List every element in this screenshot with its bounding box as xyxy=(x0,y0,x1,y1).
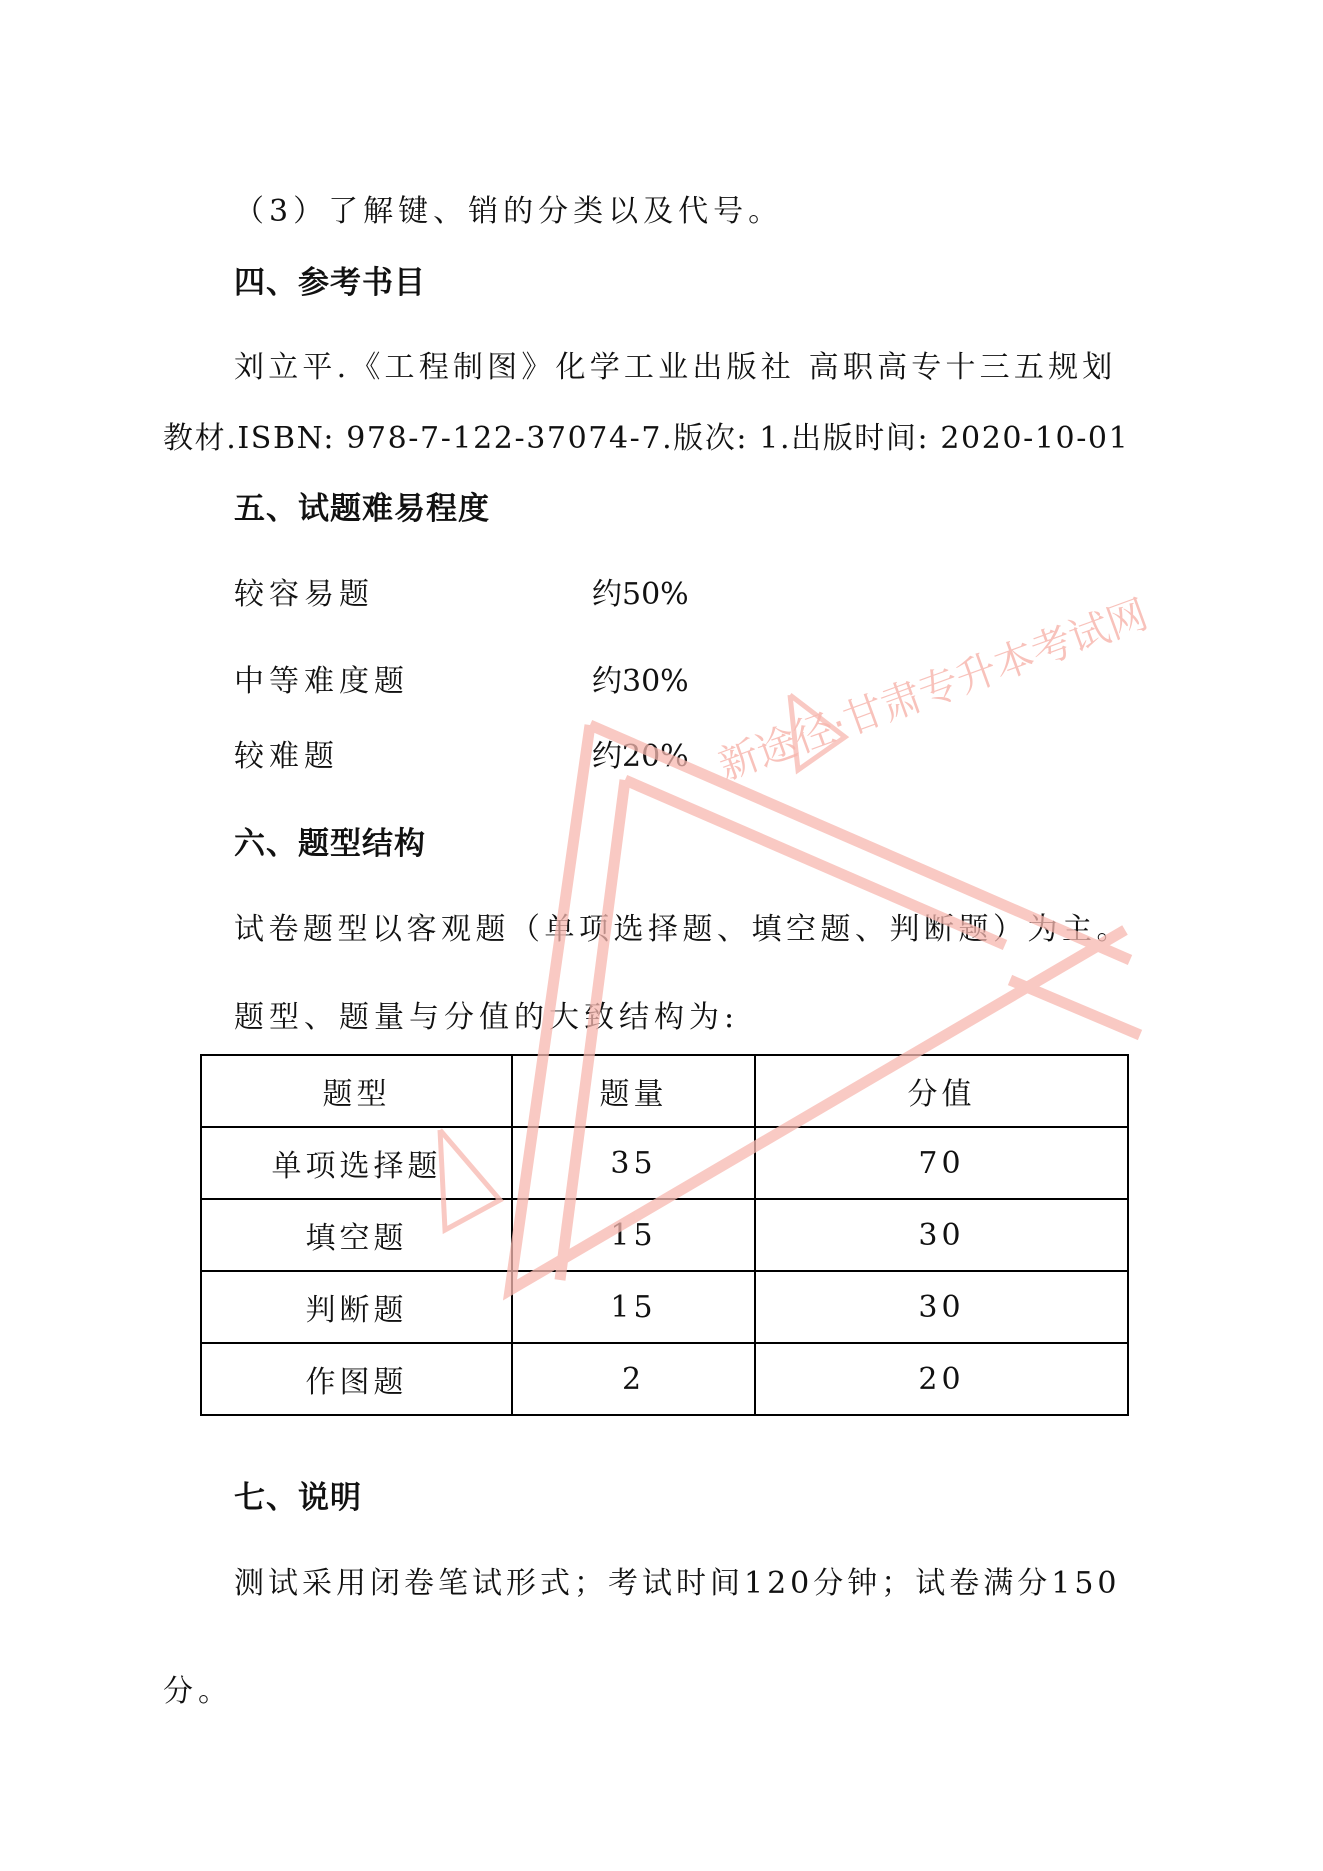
difficulty-label: 较难题 xyxy=(234,739,339,774)
table-header: 题量 xyxy=(512,1055,755,1127)
table-row xyxy=(201,1271,1128,1343)
exam-description-line-1: 测试采用闭卷笔试形式；考试时间120分钟；试卷满分150 xyxy=(234,1566,1121,1601)
section-7-heading: 七、说明 xyxy=(234,1480,362,1516)
table-row xyxy=(201,1199,1128,1271)
table-cell: 15 xyxy=(512,1199,755,1271)
section-4-heading: 四、参考书目 xyxy=(234,265,426,301)
watermark-text: 新途径·甘肃专升本考试网 xyxy=(712,591,1154,790)
table-row xyxy=(201,1343,1128,1415)
reference-book-line-1: 刘立平.《工程制图》化学工业出版社 高职高专十三五规划 xyxy=(234,350,1117,385)
table-cell: 15 xyxy=(512,1271,755,1343)
question-type-paragraph: 试卷题型以客观题（单项选择题、填空题、判断题）为主。 xyxy=(234,912,1131,947)
table-cell: 30 xyxy=(755,1271,1128,1343)
table-cell: 20 xyxy=(755,1343,1128,1415)
table-cell: 填空题 xyxy=(201,1199,512,1271)
difficulty-value: 约50% xyxy=(592,577,689,612)
table-cell: 判断题 xyxy=(201,1271,512,1343)
difficulty-label: 中等难度题 xyxy=(234,664,409,699)
table-cell: 70 xyxy=(755,1127,1128,1199)
table-cell: 作图题 xyxy=(201,1343,512,1415)
difficulty-value: 约20% xyxy=(592,739,689,774)
table-cell: 35 xyxy=(512,1127,755,1199)
table-cell: 单项选择题 xyxy=(201,1127,512,1199)
section-5-heading: 五、试题难易程度 xyxy=(234,491,490,527)
table-cell: 30 xyxy=(755,1199,1128,1271)
table-header: 题型 xyxy=(201,1055,512,1127)
exam-description-line-2: 分。 xyxy=(163,1674,233,1709)
table-cell: 2 xyxy=(512,1343,755,1415)
table-row xyxy=(201,1127,1128,1199)
section-6-heading: 六、题型结构 xyxy=(234,826,426,862)
question-structure-table xyxy=(200,1054,1129,1416)
difficulty-value: 约30% xyxy=(592,664,689,699)
reference-book-line-2: 教材.ISBN: 978-7-122-37074-7.版次: 1.出版时间: 2020-10-01 xyxy=(163,421,1130,456)
table-header-row xyxy=(201,1055,1128,1127)
difficulty-label: 较容易题 xyxy=(234,577,374,612)
structure-intro: 题型、题量与分值的大致结构为: xyxy=(234,1000,740,1035)
table-header: 分值 xyxy=(755,1055,1128,1127)
objective-item-3: （3）了解键、销的分类以及代号。 xyxy=(234,194,784,229)
